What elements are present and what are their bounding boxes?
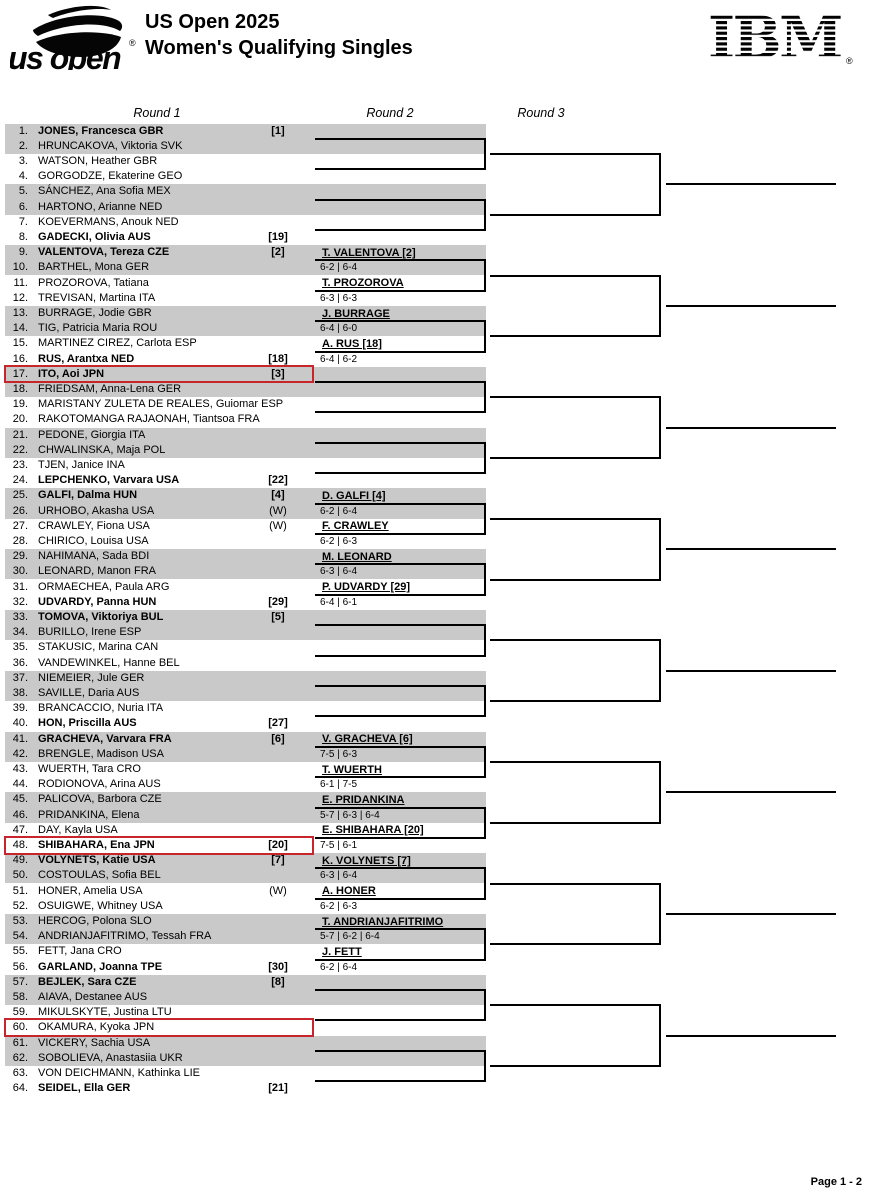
round2-slot-line bbox=[315, 1050, 486, 1052]
row-number: 30. bbox=[12, 565, 28, 578]
player-name: SHIBAHARA, Ena JPN bbox=[38, 838, 155, 851]
qualifier-line bbox=[666, 305, 836, 307]
player-name: OKAMURA, Kyoka JPN bbox=[38, 1021, 155, 1034]
round2-slot-line bbox=[315, 229, 486, 231]
round2-winner-name: P. UDVARDY [29] bbox=[322, 581, 411, 594]
round3-connector bbox=[659, 883, 661, 946]
player-name: LEPCHENKO, Varvara USA bbox=[38, 474, 180, 487]
round2-connector bbox=[484, 867, 486, 899]
player-name: BEJLEK, Sara CZE bbox=[38, 975, 137, 988]
player-name: NAHIMANA, Sada BDI bbox=[38, 550, 150, 563]
round1-header: Round 1 bbox=[133, 106, 181, 120]
qualifier-line bbox=[666, 183, 836, 185]
round2-winner-name: F. CRAWLEY bbox=[322, 520, 389, 533]
round2-winner-name: J. FETT bbox=[322, 946, 362, 958]
seed-label: [2] bbox=[271, 246, 285, 259]
row-number: 32. bbox=[12, 595, 28, 608]
round3-connector bbox=[659, 639, 661, 702]
player-name: PRIDANKINA, Elena bbox=[38, 808, 140, 821]
row-number: 40. bbox=[12, 717, 28, 730]
round3-slot-line bbox=[490, 639, 661, 641]
row-number: 45. bbox=[12, 793, 28, 806]
round2-slot-line bbox=[315, 867, 486, 869]
player-name: SAVILLE, Daria AUS bbox=[38, 686, 140, 699]
row-number: 47. bbox=[12, 823, 28, 836]
round2-slot-line bbox=[315, 746, 486, 748]
player-name: GORGODZE, Ekaterine GEO bbox=[38, 170, 183, 183]
player-name: BRANCACCIO, Nuria ITA bbox=[38, 702, 164, 715]
draw-title: Women's Qualifying Singles bbox=[145, 37, 413, 59]
round3-connector bbox=[659, 518, 661, 581]
round2-match-score: 6-3 | 6-3 bbox=[320, 292, 358, 304]
round2-connector bbox=[484, 138, 486, 170]
player-name: VON DEICHMANN, Kathinka LIE bbox=[38, 1066, 200, 1079]
player-name: VOLYNETS, Katie USA bbox=[38, 854, 156, 867]
round2-match-score: 6-1 | 7-5 bbox=[320, 779, 358, 791]
player-name: BURILLO, Irene ESP bbox=[38, 626, 142, 639]
seed-label: [4] bbox=[271, 489, 285, 502]
round2-winner-name: J. BURRAGE bbox=[322, 307, 390, 320]
player-name: PROZOROVA, Tatiana bbox=[38, 276, 149, 289]
event-title: US Open 2025 bbox=[145, 11, 280, 33]
round2-match-score: 7-5 | 6-1 bbox=[320, 839, 358, 851]
row-number: 58. bbox=[12, 990, 28, 1003]
qualifier-line bbox=[666, 548, 836, 550]
seed-label: (W) bbox=[269, 884, 287, 897]
round2-winner-name: T. PROZOROVA bbox=[322, 277, 404, 290]
player-name: KOEVERMANS, Anouk NED bbox=[38, 215, 179, 228]
row-number: 37. bbox=[12, 671, 28, 684]
player-name: WATSON, Heather GBR bbox=[38, 154, 158, 167]
round2-slot-line bbox=[315, 1019, 486, 1021]
round2-connector bbox=[484, 320, 486, 352]
round2-connector bbox=[484, 807, 486, 839]
row-number: 38. bbox=[12, 686, 28, 699]
ibm-registered-mark: ® bbox=[846, 56, 853, 66]
round2-match-score: 6-2 | 6-4 bbox=[320, 505, 358, 517]
row-number: 60. bbox=[12, 1021, 28, 1034]
round3-slot-line bbox=[490, 943, 661, 945]
player-name: VICKERY, Sachia USA bbox=[38, 1036, 151, 1049]
round2-slot-line bbox=[315, 898, 486, 900]
round2-winner-name: M. LEONARD bbox=[322, 550, 392, 563]
player-name: ANDRIANJAFITRIMO, Tessah FRA bbox=[38, 930, 212, 943]
round2-slot-line bbox=[315, 594, 486, 596]
row-number: 8. bbox=[18, 230, 28, 243]
row-number: 28. bbox=[12, 534, 28, 547]
registered-mark: ® bbox=[129, 38, 136, 48]
player-name: SOBOLIEVA, Anastasiia UKR bbox=[38, 1051, 183, 1064]
round2-match-score: 5-7 | 6-3 | 6-4 bbox=[320, 809, 380, 821]
row-number: 35. bbox=[12, 641, 28, 654]
row-number: 2. bbox=[18, 139, 28, 152]
round3-slot-line bbox=[490, 1004, 661, 1006]
player-name: FETT, Jana CRO bbox=[38, 945, 122, 958]
round2-match-score: 6-4 | 6-2 bbox=[320, 353, 358, 365]
round2-match-score: 6-2 | 6-3 bbox=[320, 535, 358, 547]
row-number: 63. bbox=[12, 1066, 28, 1079]
row-number: 19. bbox=[12, 398, 28, 411]
round2-slot-line bbox=[315, 472, 486, 474]
round3-slot-line bbox=[490, 1065, 661, 1067]
row-number: 22. bbox=[12, 443, 28, 456]
row-number: 52. bbox=[12, 899, 28, 912]
player-name: COSTOULAS, Sofia BEL bbox=[38, 869, 161, 882]
row-number: 53. bbox=[12, 914, 28, 927]
round2-winner-name: A. HONER bbox=[322, 885, 376, 898]
seed-label: (W) bbox=[269, 504, 287, 517]
player-name: MARTINEZ CIREZ, Carlota ESP bbox=[38, 337, 197, 350]
round3-slot-line bbox=[490, 214, 661, 216]
player-name: TREVISAN, Martina ITA bbox=[38, 291, 156, 304]
player-name: WUERTH, Tara CRO bbox=[38, 762, 141, 775]
round3-slot-line bbox=[490, 275, 661, 277]
row-number: 42. bbox=[12, 747, 28, 760]
player-name: GRACHEVA, Varvara FRA bbox=[38, 732, 172, 745]
round2-connector bbox=[484, 928, 486, 960]
round2-slot-line bbox=[315, 533, 486, 535]
player-name: ORMAECHEA, Paula ARG bbox=[38, 580, 170, 593]
round3-slot-line bbox=[490, 822, 661, 824]
player-name: CRAWLEY, Fiona USA bbox=[38, 519, 150, 532]
round3-header: Round 3 bbox=[517, 106, 565, 120]
player-name: UDVARDY, Panna HUN bbox=[38, 595, 157, 608]
round3-slot-line bbox=[490, 761, 661, 763]
round2-winner-name: E. PRIDANKINA bbox=[322, 794, 405, 806]
round2-slot-line bbox=[315, 715, 486, 717]
seed-label: [8] bbox=[271, 975, 285, 988]
player-name: FRIEDSAM, Anna-Lena GER bbox=[38, 382, 182, 395]
round3-slot-line bbox=[490, 153, 661, 155]
round3-connector bbox=[659, 153, 661, 216]
row-number: 54. bbox=[12, 930, 28, 943]
round2-winner-name: V. GRACHEVA [6] bbox=[322, 733, 413, 746]
row-number: 64. bbox=[12, 1082, 28, 1095]
player-name: HERCOG, Polona SLO bbox=[38, 914, 152, 927]
row-number: 62. bbox=[12, 1051, 28, 1064]
row-number: 7. bbox=[18, 215, 28, 228]
row-number: 50. bbox=[12, 869, 28, 882]
player-name: VALENTOVA, Tereza CZE bbox=[38, 246, 170, 259]
round2-match-score: 6-2 | 6-3 bbox=[320, 900, 358, 912]
row-number: 46. bbox=[12, 808, 28, 821]
round3-slot-line bbox=[490, 457, 661, 459]
player-name: RAKOTOMANGA RAJAONAH, Tiantsoa FRA bbox=[38, 413, 260, 426]
row-number: 49. bbox=[12, 854, 28, 867]
round2-match-score: 7-5 | 6-3 bbox=[320, 748, 358, 760]
player-name: URHOBO, Akasha USA bbox=[38, 504, 155, 517]
seed-label: [3] bbox=[271, 367, 285, 380]
seed-label: [7] bbox=[271, 854, 285, 867]
row-number: 51. bbox=[12, 884, 28, 897]
player-name: TIG, Patricia Maria ROU bbox=[38, 322, 158, 335]
row-number: 24. bbox=[12, 474, 28, 487]
round3-slot-line bbox=[490, 883, 661, 885]
round2-slot-line bbox=[315, 411, 486, 413]
row-number: 44. bbox=[12, 778, 28, 791]
player-name: PALICOVA, Barbora CZE bbox=[38, 793, 162, 806]
row-number: 56. bbox=[12, 960, 28, 973]
row-number: 23. bbox=[12, 458, 28, 471]
row-number: 39. bbox=[12, 702, 28, 715]
player-name: MARISTANY ZULETA DE REALES, Guiomar ESP bbox=[38, 398, 284, 411]
player-name: HARTONO, Arianne NED bbox=[38, 200, 163, 213]
row-number: 59. bbox=[12, 1006, 28, 1019]
player-name: STAKUSIC, Marina CAN bbox=[38, 641, 159, 654]
row-number: 26. bbox=[12, 504, 28, 517]
ibm-wordmark: IBM bbox=[708, 6, 841, 66]
player-name: HONER, Amelia USA bbox=[38, 884, 143, 897]
seed-label: [5] bbox=[271, 610, 285, 623]
round2-slot-line bbox=[315, 1080, 486, 1082]
qualifier-line bbox=[666, 427, 836, 429]
round2-slot-line bbox=[315, 959, 486, 961]
round2-slot-line bbox=[315, 624, 486, 626]
round2-slot-line bbox=[315, 928, 486, 930]
row-number: 15. bbox=[12, 337, 28, 350]
seed-label: [18] bbox=[268, 352, 288, 365]
round2-slot-line bbox=[315, 320, 486, 322]
player-name: GADECKI, Olivia AUS bbox=[38, 230, 151, 243]
round2-winner-name: T. WUERTH bbox=[322, 763, 382, 776]
round2-slot-line bbox=[315, 168, 486, 170]
round2-match-score: 6-2 | 6-4 bbox=[320, 262, 358, 274]
seed-label: [27] bbox=[268, 717, 288, 730]
round2-slot-line bbox=[315, 776, 486, 778]
round2-connector bbox=[484, 442, 486, 474]
player-name: ITO, Aoi JPN bbox=[38, 367, 105, 380]
row-number: 1. bbox=[18, 124, 28, 137]
row-number: 36. bbox=[12, 656, 28, 669]
round2-match-score: 6-2 | 6-4 bbox=[320, 961, 358, 973]
player-name: MIKULSKYTE, Justina LTU bbox=[38, 1006, 172, 1019]
row-number: 13. bbox=[12, 306, 28, 319]
row-number: 33. bbox=[12, 610, 28, 623]
row-number: 34. bbox=[12, 626, 28, 639]
seed-label: [21] bbox=[268, 1082, 288, 1095]
round3-slot-line bbox=[490, 518, 661, 520]
row-number: 12. bbox=[12, 291, 28, 304]
row-number: 20. bbox=[12, 413, 28, 426]
round2-connector bbox=[484, 685, 486, 717]
round2-slot-line bbox=[315, 503, 486, 505]
qualifier-line bbox=[666, 670, 836, 672]
round3-slot-line bbox=[490, 700, 661, 702]
player-name: OSUIGWE, Whitney USA bbox=[38, 899, 163, 912]
row-number: 14. bbox=[12, 322, 28, 335]
player-name: HRUNCAKOVA, Viktoria SVK bbox=[38, 139, 183, 152]
round2-slot-line bbox=[315, 290, 486, 292]
round2-winner-name: K. VOLYNETS [7] bbox=[322, 854, 411, 867]
row-number: 6. bbox=[18, 200, 28, 213]
player-name: GALFI, Dalma HUN bbox=[38, 489, 138, 502]
row-number: 27. bbox=[12, 519, 28, 532]
round2-winner-name: E. SHIBAHARA [20] bbox=[322, 824, 424, 837]
row-number: 17. bbox=[12, 367, 28, 380]
row-number: 57. bbox=[12, 975, 28, 988]
player-name: BURRAGE, Jodie GBR bbox=[38, 306, 152, 319]
round3-slot-line bbox=[490, 579, 661, 581]
round2-header: Round 2 bbox=[366, 106, 414, 120]
qualifier-line bbox=[666, 913, 836, 915]
round2-connector bbox=[484, 746, 486, 778]
player-name: BARTHEL, Mona GER bbox=[38, 261, 150, 274]
round2-slot-line bbox=[315, 989, 486, 991]
round2-winner-name: D. GALFI [4] bbox=[322, 490, 386, 502]
round2-match-score: 6-3 | 6-4 bbox=[320, 566, 358, 578]
seed-label: [6] bbox=[271, 732, 285, 745]
row-number: 21. bbox=[12, 428, 28, 441]
player-name: HON, Priscilla AUS bbox=[38, 717, 137, 730]
round3-slot-line bbox=[490, 335, 661, 337]
round3-connector bbox=[659, 275, 661, 338]
round2-match-score: 5-7 | 6-2 | 6-4 bbox=[320, 931, 380, 943]
player-name: CHWALINSKA, Maja POL bbox=[38, 443, 166, 456]
qualifier-line bbox=[666, 791, 836, 793]
round2-connector bbox=[484, 199, 486, 231]
player-name: CHIRICO, Louisa USA bbox=[38, 534, 149, 547]
round2-connector bbox=[484, 1050, 486, 1082]
round2-slot-line bbox=[315, 199, 486, 201]
seed-label: [19] bbox=[268, 230, 288, 243]
row-number: 48. bbox=[12, 838, 28, 851]
row-number: 5. bbox=[18, 185, 28, 198]
round2-winner-name: T. ANDRIANJAFITRIMO bbox=[322, 915, 444, 928]
round2-connector bbox=[484, 989, 486, 1021]
highlight-box bbox=[4, 365, 314, 384]
highlight-box bbox=[4, 1018, 314, 1037]
round2-slot-line bbox=[315, 351, 486, 353]
row-number: 4. bbox=[18, 170, 28, 183]
player-name: VANDEWINKEL, Hanne BEL bbox=[38, 656, 180, 669]
player-name: DAY, Kayla USA bbox=[38, 823, 118, 836]
round2-connector bbox=[484, 563, 486, 595]
row-number: 18. bbox=[12, 382, 28, 395]
us-open-wordmark: us open bbox=[10, 40, 121, 70]
player-name: PEDONE, Giorgia ITA bbox=[38, 428, 146, 441]
round2-connector bbox=[484, 259, 486, 291]
round2-slot-line bbox=[315, 381, 486, 383]
seed-label: [22] bbox=[268, 474, 288, 487]
seed-label: [29] bbox=[268, 595, 288, 608]
round2-slot-line bbox=[315, 685, 486, 687]
player-name: NIEMEIER, Jule GER bbox=[38, 671, 145, 684]
round2-slot-line bbox=[315, 837, 486, 839]
page-number: Page 1 - 2 bbox=[810, 1176, 862, 1188]
player-name: JONES, Francesca GBR bbox=[38, 124, 164, 137]
player-name: BRENGLE, Madison USA bbox=[38, 747, 164, 760]
player-name: SÁNCHEZ, Ana Sofia MEX bbox=[38, 185, 171, 198]
player-name: RUS, Arantxa NED bbox=[38, 352, 135, 365]
row-number: 61. bbox=[12, 1036, 28, 1049]
round3-slot-line bbox=[490, 396, 661, 398]
round2-slot-line bbox=[315, 655, 486, 657]
row-number: 25. bbox=[12, 489, 28, 502]
player-name: TJEN, Janice INA bbox=[38, 458, 125, 471]
round2-connector bbox=[484, 381, 486, 413]
row-number: 10. bbox=[12, 261, 28, 274]
row-number: 41. bbox=[12, 732, 28, 745]
row-number: 43. bbox=[12, 762, 28, 775]
round2-slot-line bbox=[315, 563, 486, 565]
round2-match-score: 6-4 | 6-1 bbox=[320, 596, 358, 608]
seed-label: [1] bbox=[271, 124, 285, 137]
row-number: 31. bbox=[12, 580, 28, 593]
seed-label: [30] bbox=[268, 960, 288, 973]
row-number: 11. bbox=[13, 276, 28, 289]
round2-slot-line bbox=[315, 138, 486, 140]
row-number: 9. bbox=[18, 246, 28, 259]
row-number: 29. bbox=[12, 550, 28, 563]
round2-slot-line bbox=[315, 259, 486, 261]
round2-connector bbox=[484, 503, 486, 535]
round2-slot-line bbox=[315, 807, 486, 809]
player-name: GARLAND, Joanna TPE bbox=[38, 960, 163, 973]
round3-connector bbox=[659, 1004, 661, 1067]
round2-connector bbox=[484, 624, 486, 656]
round3-connector bbox=[659, 761, 661, 824]
player-name: LEONARD, Manon FRA bbox=[38, 565, 156, 578]
row-number: 3. bbox=[18, 154, 28, 167]
player-name: RODIONOVA, Arina AUS bbox=[38, 778, 161, 791]
seed-label: (W) bbox=[269, 519, 287, 532]
highlight-box bbox=[4, 836, 314, 855]
round3-connector bbox=[659, 396, 661, 459]
seed-label: [20] bbox=[268, 838, 288, 851]
row-number: 55. bbox=[12, 945, 28, 958]
player-name: TOMOVA, Viktoriya BUL bbox=[38, 610, 164, 623]
player-name: SEIDEL, Ella GER bbox=[38, 1082, 131, 1095]
round2-slot-line bbox=[315, 442, 486, 444]
round2-winner-name: T. VALENTOVA [2] bbox=[322, 246, 416, 259]
player-name: AIAVA, Destanee AUS bbox=[38, 990, 148, 1003]
round2-match-score: 6-3 | 6-4 bbox=[320, 870, 358, 882]
round2-winner-name: A. RUS [18] bbox=[322, 338, 382, 350]
round2-match-score: 6-4 | 6-0 bbox=[320, 323, 358, 335]
row-number: 16. bbox=[12, 352, 28, 365]
qualifier-line bbox=[666, 1035, 836, 1037]
